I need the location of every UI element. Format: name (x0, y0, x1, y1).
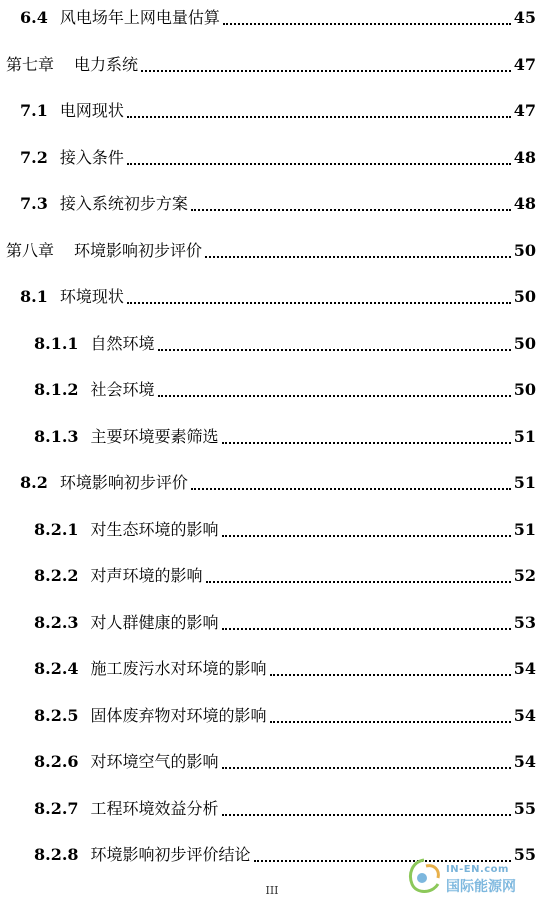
toc-entry[interactable] (0, 704, 536, 728)
toc-entry[interactable] (0, 518, 536, 542)
toc-entry-title: 对声环境的影响 (90, 566, 203, 585)
toc-entry-title: 施工废污水对环境的影响 (90, 659, 267, 678)
toc-entry-title: 环境现状 (59, 287, 124, 306)
leaf-swirl-icon (402, 854, 446, 898)
dot-leader (141, 56, 511, 72)
toc-entry[interactable] (0, 332, 536, 356)
toc-entry-number: 第七章 (6, 54, 55, 74)
toc-entry[interactable] (0, 564, 536, 588)
toc-entry-title: 环境影响初步评价结论 (90, 845, 251, 864)
toc-entry-title: 接入条件 (59, 147, 124, 167)
toc-entry-title: 自然环境 (90, 333, 155, 353)
dot-leader (222, 753, 511, 769)
toc-entry-page: 48 (513, 147, 536, 167)
toc-entry-page: 51 (513, 473, 536, 492)
toc-entry-title: 风电场年上网电量估算 (59, 8, 220, 27)
dot-leader (158, 381, 511, 397)
dot-leader (158, 335, 511, 351)
toc-entry-number: 8.1.3 (34, 426, 79, 446)
toc-entry-title: 电网现状 (59, 101, 124, 120)
dot-leader (270, 707, 511, 723)
toc-entry-number: 8.2 (20, 473, 48, 492)
toc-entry-page: 54 (513, 752, 536, 771)
dot-leader (206, 567, 511, 583)
toc-entry-number: 8.2.7 (34, 798, 79, 818)
toc-entry-number: 8.2.3 (34, 612, 79, 632)
dot-leader (127, 102, 511, 118)
toc-entry-title: 主要环境要素筛选 (90, 426, 219, 446)
dot-leader (222, 800, 511, 816)
toc-entry-title: 环境影响初步评价 (59, 473, 188, 492)
watermark-name: 国际能源网 (446, 879, 516, 895)
toc-entry[interactable] (0, 99, 536, 123)
watermark-site: IN-EN.com (446, 864, 509, 875)
toc-entry-title: 接入系统初步方案 (59, 194, 188, 213)
toc-entry-number: 7.1 (20, 101, 48, 120)
toc-entry-title: 固体废弃物对环境的影响 (90, 705, 267, 725)
toc-entry-page: 47 (513, 101, 536, 120)
toc-entry-page: 47 (513, 54, 536, 74)
toc-entry[interactable] (0, 611, 536, 635)
dot-leader (223, 9, 511, 25)
toc-entry-page: 53 (513, 612, 536, 632)
toc-entry-title: 对生态环境的影响 (90, 519, 219, 539)
toc-entry-title: 环境影响初步评价 (74, 240, 203, 260)
toc-entry-number: 7.2 (20, 147, 48, 167)
dot-leader (222, 614, 511, 630)
toc-entry[interactable] (0, 425, 536, 449)
toc-entry[interactable] (0, 285, 536, 309)
toc-entry-page: 51 (513, 519, 536, 539)
toc-entry-number: 6.4 (20, 8, 48, 27)
toc-entry[interactable] (0, 6, 536, 30)
toc-entry-page: 48 (513, 194, 536, 213)
toc-entry[interactable] (0, 657, 536, 681)
toc-entry-number: 8.1 (20, 287, 48, 306)
dot-leader (222, 428, 511, 444)
dot-leader (127, 149, 511, 165)
toc-entry[interactable] (0, 797, 536, 821)
toc-entry-number: 第八章 (6, 240, 55, 260)
dot-leader (270, 660, 511, 676)
toc-entry-number: 8.2.1 (34, 519, 79, 539)
toc-entry-title: 社会环境 (90, 380, 155, 399)
toc-entry-page: 55 (513, 798, 536, 818)
toc-entry[interactable] (0, 192, 536, 216)
page-number-footer: III (265, 884, 279, 897)
toc-entry-number: 8.2.2 (34, 566, 79, 585)
toc-entry-number: 8.1.2 (34, 380, 79, 399)
toc-entry-title: 对人群健康的影响 (90, 612, 219, 632)
toc-entry-number: 7.3 (20, 194, 48, 213)
toc-entry[interactable] (0, 53, 536, 77)
dot-leader (191, 195, 511, 211)
toc-entry-number: 8.2.5 (34, 705, 79, 725)
toc-entry-number: 8.2.8 (34, 845, 79, 864)
toc-entry-page: 50 (513, 240, 536, 260)
toc-entry-page: 45 (513, 8, 536, 27)
toc-entry-page: 55 (513, 845, 536, 864)
dot-leader (191, 474, 511, 490)
toc-entry-page: 50 (513, 333, 536, 353)
dot-leader (205, 242, 511, 258)
toc-entry-page: 54 (513, 705, 536, 725)
toc-entry-number: 8.1.1 (34, 333, 79, 353)
toc-entry-page: 52 (513, 566, 536, 585)
toc-entry[interactable] (0, 146, 536, 170)
toc-entry-page: 51 (513, 426, 536, 446)
toc-entry-title: 电力系统 (74, 54, 139, 74)
toc-entry[interactable] (0, 239, 536, 263)
dot-leader (222, 521, 511, 537)
toc-entry[interactable] (0, 471, 536, 495)
dot-leader (127, 288, 511, 304)
toc-entry-page: 50 (513, 380, 536, 399)
toc-entry[interactable] (0, 750, 536, 774)
toc-entry-number: 8.2.6 (34, 752, 79, 771)
toc-entry-title: 对环境空气的影响 (90, 752, 219, 771)
toc-entry-title: 工程环境效益分析 (90, 798, 219, 818)
toc-entry[interactable] (0, 378, 536, 402)
toc-entry-page: 54 (513, 659, 536, 678)
watermark (402, 852, 542, 898)
toc-entry-page: 50 (513, 287, 536, 306)
toc-entry-number: 8.2.4 (34, 659, 79, 678)
